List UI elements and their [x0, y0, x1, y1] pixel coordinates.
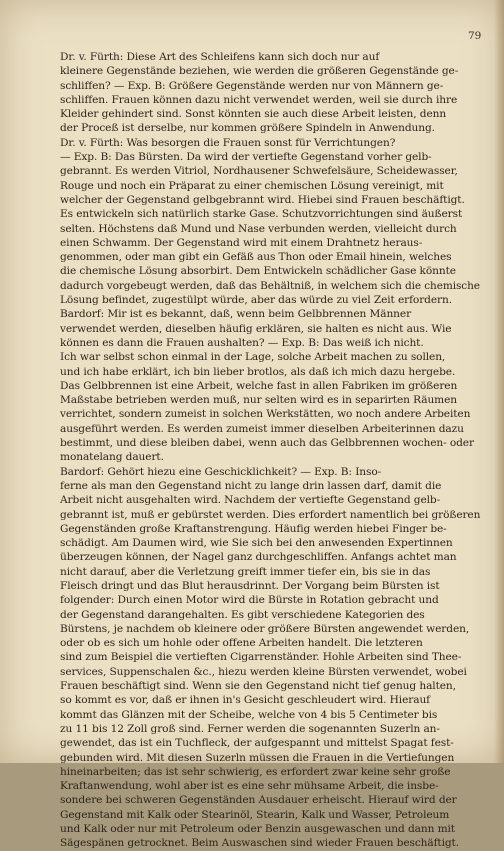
text-line: folgender: Durch einen Motor wird die Bürste in Rotation gebracht und — [60, 594, 439, 607]
text-line: überzeugen können, der Nagel ganz durchgeschliffen. Anfangs achtet man — [60, 551, 457, 564]
text-line: Lösung befindet, zugestülpt würde, aber das würde zu viel Zeit erfordern. — [60, 294, 452, 307]
text-line: gewendet, das ist ein Tuchfleck, der aufgespannt und mittelst Spagat fest- — [60, 737, 454, 750]
text-line: und Kalk oder nur mit Petroleum oder Benzin ausgewaschen und dann mit — [60, 823, 455, 836]
text-line: Ich war selbst schon einmal in der Lage, solche Arbeit machen zu sollen, — [60, 351, 446, 364]
text-line: einen Schwamm. Der Gegenstand wird mit einem Drahtnetz heraus- — [60, 236, 423, 249]
text-line: gebrannt ist, muß er gebürstet werden. Dies erfordert namentlich bei größeren — [60, 508, 481, 521]
text-line: und ich habe erklärt, ich bin lieber brotlos, als daß ich mich dazu hergebe. — [60, 365, 456, 378]
text-line: sind zum Beispiel die vertieften Cigarrenständer. Hohle Arbeiten sind Thee- — [60, 651, 462, 664]
text-line: Fleisch dringt und das Blut herausdrinnt. Der Vorgang beim Bürsten ist — [60, 579, 440, 592]
text-line: der Proceß ist derselbe, nur kommen größere Spindeln in Anwendung. — [60, 122, 435, 135]
text-line: Es entwickeln sich natürlich starke Gase. Schutzvorrichtungen sind äußerst — [60, 208, 463, 221]
text-line: verrichtet, sondern zumeist in solchen Werkstätten, wo noch andere Arbeiten — [60, 408, 471, 421]
text-line: zu 11 bis 12 Zoll groß sind. Ferner werden die sogenannten Suzerln an- — [60, 722, 440, 735]
text-line: Sägespänen getrocknet. Beim Auswaschen sind wieder Frauen beschäftigt. — [60, 837, 459, 850]
text-line: bestimmt, und diese bleiben dabei, wenn auch das Gelbbrennen wochen- oder — [60, 437, 474, 450]
body-text — [60, 50, 480, 851]
text-line: selten. Höchstens daß Mund und Nase verbunden werden, vielleicht durch — [60, 222, 457, 235]
text-line: hineinarbeiten; das ist sehr schwierig, es erfordert zwar keine sehr große — [60, 765, 451, 778]
text-line: Kleider gehindert sind. Sonst könnten sie auch diese Arbeit leisten, denn — [60, 108, 447, 121]
text-line: services, Suppenschalen &c., hiezu werden kleine Bürsten verwendet, wobei — [60, 665, 467, 678]
text-line: ferne als man den Gegenstand nicht zu lange drin lassen darf, damit die — [60, 479, 442, 492]
text-line: sondere bei schweren Gegenständen Ausdauer erheischt. Hierauf wird der — [60, 794, 457, 807]
text-line: welcher der Gegenstand gelbgebrannt wird. Hiebei sind Frauen beschäftigt. — [60, 193, 465, 206]
text-line: Gegenstand mit Kalk oder Stearinöl, Stearin, Kalk und Wasser, Petroleum — [60, 808, 450, 821]
text-line: nicht darauf, aber die Verletzung greift immer tiefer ein, bis sie in das — [60, 565, 431, 578]
text-line: Gegenständen große Kraftanstrengung. Häufig werden hiebei Finger be- — [60, 522, 447, 535]
text-line: ausgeführt werden. Es werden zumeist immer dieselben Arbeiterinnen dazu — [60, 422, 464, 435]
text-line: Bardorf: Mir ist es bekannt, daß, wenn beim Gelbbrennen Männer — [60, 308, 412, 321]
text-line: der Gegenstand darangehalten. Es gibt verschiedene Kategorien des — [60, 608, 425, 621]
text-line: Bardorf: Gehört hiezu eine Geschicklichkeit? — Exp. B: Inso- — [60, 465, 382, 478]
text-line: Rouge und noch ein Präparat zu einer chemischen Lösung vereinigt, mit — [60, 179, 444, 192]
text-line: schliffen. Frauen können dazu nicht verwendet werden, weil sie durch ihre — [60, 93, 458, 106]
text-line: können es dann die Frauen aushalten? — Exp. B: Das weiß ich nicht. — [60, 336, 424, 349]
text-line: schädigt. Am Daumen wird, wie Sie sich bei den anwesenden Expertinnen — [60, 537, 453, 550]
text-line: oder ob es sich um hohle oder offene Arbeiten handelt. Die letzteren — [60, 637, 423, 650]
page-number: 79 — [468, 30, 482, 42]
text-line: Kraftanwendung, wohl aber ist es eine sehr mühsame Arbeit, die insbe- — [60, 780, 439, 793]
text-line: Bürstens, je nachdem ob kleinere oder größere Bürsten angewendet werden, — [60, 622, 470, 635]
text-line: die chemische Lösung absorbirt. Dem Entwickeln schädlicher Gase könnte — [60, 265, 456, 278]
text-line: so kommt es vor, daß er ihnen in's Gesicht geschleudert wird. Hierauf — [60, 694, 430, 707]
text-line: Das Gelbbrennen ist eine Arbeit, welche fast in allen Fabriken im größeren — [60, 379, 458, 392]
text-line: kommt das Glänzen mit der Scheibe, welche von 4 bis 5 Centimeter bis — [60, 708, 438, 721]
text-line: Dr. v. Fürth: Was besorgen die Frauen sonst für Verrichtungen? — [60, 136, 396, 149]
text-line: Frauen beschäftigt sind. Wenn sie den Gegenstand nicht tief genug halten, — [60, 680, 456, 693]
text-line: gebunden wird. Mit diesen Suzerln müssen die Frauen in die Vertiefungen — [60, 751, 455, 764]
text-line: — Exp. B: Das Bürsten. Da wird der vertiefte Gegenstand vorher gelb- — [60, 151, 432, 164]
text-line: genommen, oder man gibt ein Gefäß aus Thon oder Email hinein, welches — [60, 251, 452, 264]
text-line: gebrannt. Es werden Vitriol, Nordhausener Schwefelsäure, Scheidewasser, — [60, 165, 458, 178]
text-line: kleinere Gegenstände beziehen, wie werden die größeren Gegenstände ge- — [60, 65, 459, 78]
text-line: Dr. v. Fürth: Diese Art des Schleifens kann sich doch nur auf — [60, 51, 380, 63]
text-line: Arbeit nicht ausgehalten wird. Nachdem der vertiefte Gegenstand gelb- — [60, 494, 441, 507]
text-line: verwendet werden, dieselben häufig erklären, sie halten es nicht aus. Wie — [60, 322, 452, 335]
text-line: Maßstabe betrieben werden muß, nur selten wird es in separirten Räumen — [60, 394, 458, 407]
text-line: schliffen? — Exp. B: Größere Gegenstände werden nur von Männern ge- — [60, 79, 444, 92]
text-line: monatelang dauert. — [60, 451, 164, 464]
text-line: dadurch vorgebeugt werden, daß das Behältniß, in welchem sich die chemische — [60, 279, 480, 292]
